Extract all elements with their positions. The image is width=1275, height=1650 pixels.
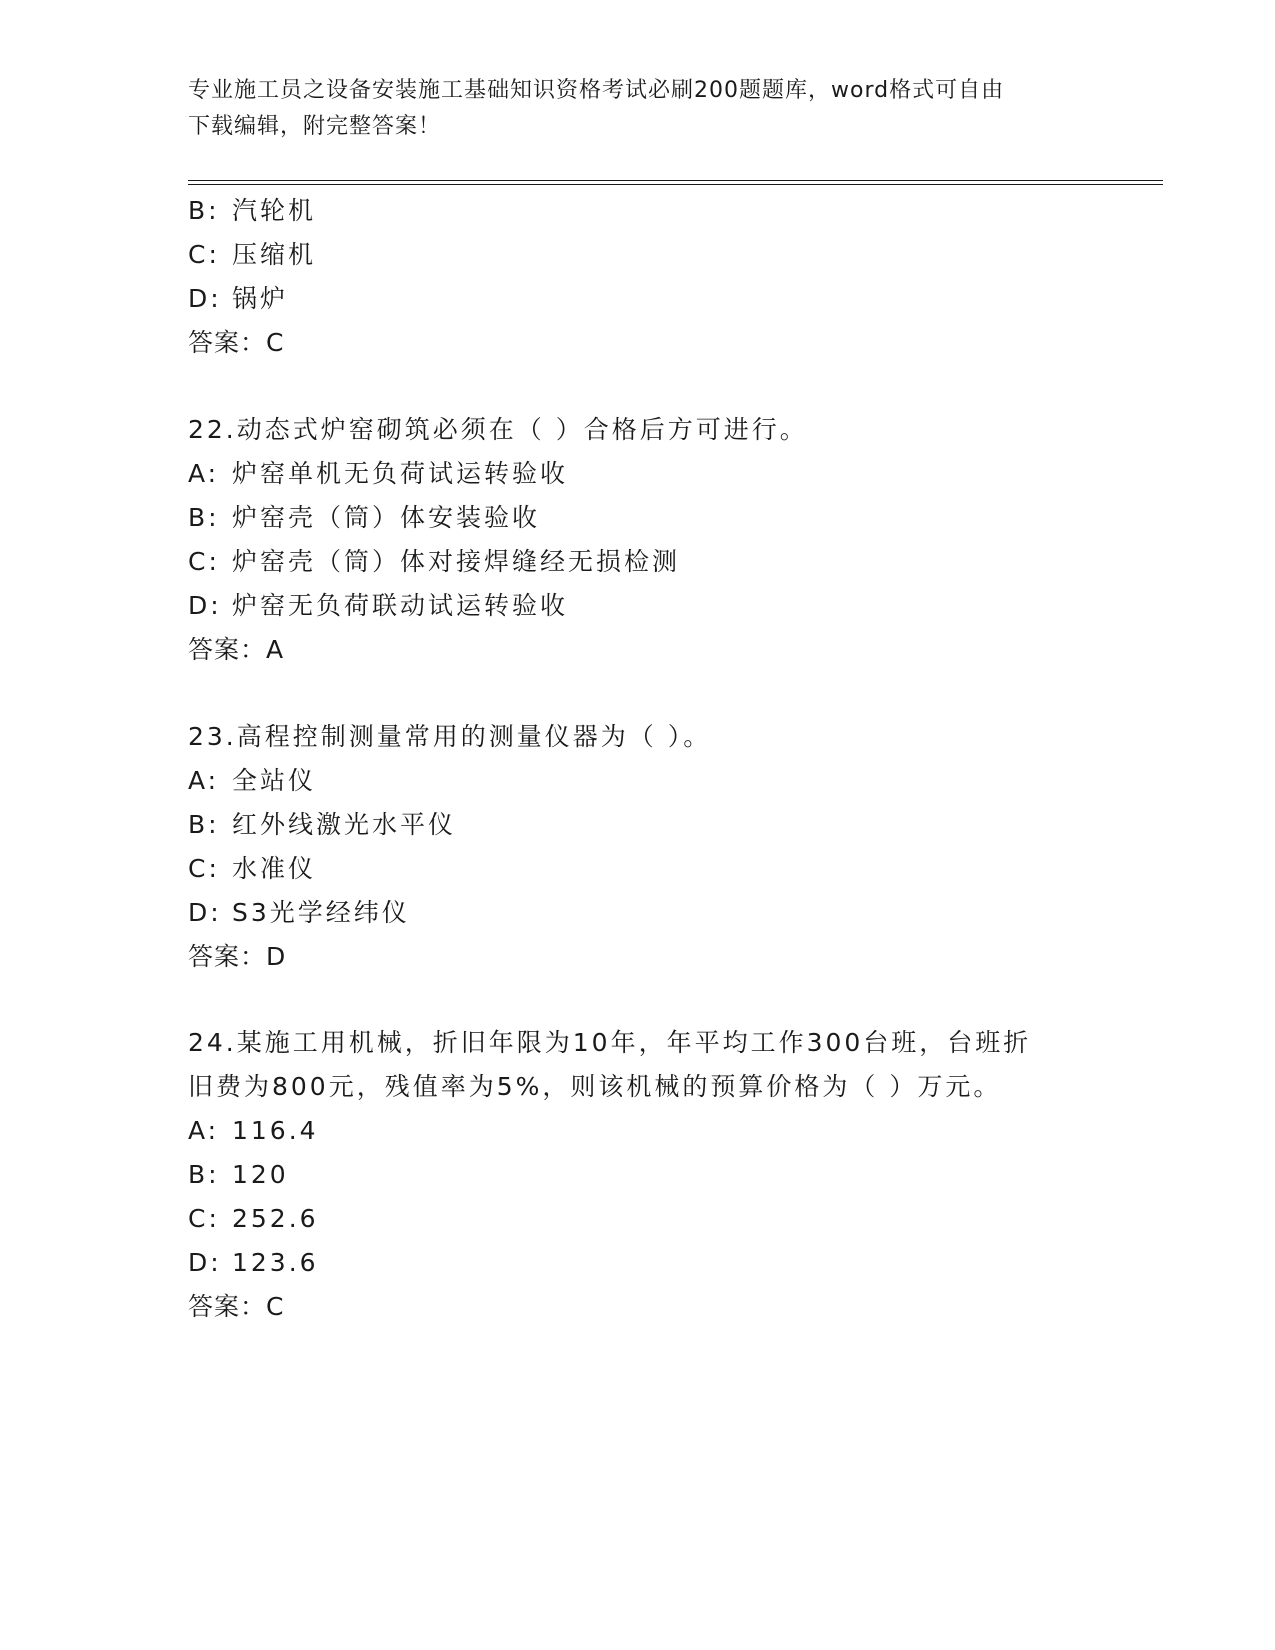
option-text: 全站仪 (232, 766, 317, 795)
option-label: A: (188, 766, 220, 795)
option-label: B: (188, 503, 220, 532)
option-text: 压缩机 (232, 240, 317, 269)
option-text: 红外线激光水平仪 (232, 810, 457, 839)
q21-option-b (188, 194, 316, 228)
option-text: 252.6 (232, 1204, 319, 1233)
option-label: D: (188, 591, 222, 620)
header-title-line-1: 专业施工员之设备安装施工基础知识资格考试必刷200题题库，word格式可自由 (188, 78, 1005, 103)
q23-option-d (188, 896, 410, 930)
option-text: 水准仪 (232, 854, 317, 883)
q22-option-c (188, 545, 680, 579)
option-text: 汽轮机 (232, 196, 317, 225)
option-text: S3光学经纬仪 (232, 898, 410, 927)
q24-option-c (188, 1202, 319, 1236)
q24-option-b (188, 1158, 289, 1192)
option-label: D: (188, 284, 222, 313)
q24-option-a (188, 1114, 319, 1148)
option-label: D: (188, 898, 222, 927)
option-label: C: (188, 1204, 220, 1233)
option-label: D: (188, 1248, 222, 1277)
option-text: 123.6 (232, 1248, 319, 1277)
option-label: C: (188, 240, 220, 269)
q22-option-d (188, 589, 568, 623)
option-text: 炉窑壳（筒）体对接焊缝经无损检测 (232, 547, 681, 576)
q23-option-c (188, 852, 316, 886)
option-text: 炉窑壳（筒）体安装验收 (232, 503, 541, 532)
option-label: A: (188, 459, 220, 488)
q21-answer: 答案：C (188, 328, 285, 357)
q23-option-a (188, 764, 316, 798)
q24-option-d (188, 1246, 319, 1280)
q24-stem-line-1: 24.某施工用机械，折旧年限为10年，年平均工作300台班，台班折 (188, 1028, 1032, 1057)
option-text: 炉窑单机无负荷试运转验收 (232, 459, 569, 488)
q22-stem: 22.动态式炉窑砌筑必须在（ ）合格后方可进行。 (188, 415, 808, 444)
q23-answer: 答案：D (188, 942, 287, 971)
q21-option-c (188, 238, 316, 272)
document-header (188, 73, 1088, 145)
option-label: B: (188, 1160, 220, 1189)
q24-stem-line-2: 旧费为800元，残值率为5%，则该机械的预算价格为（ ）万元。 (188, 1072, 1002, 1101)
option-label: B: (188, 810, 220, 839)
q23-option-b (188, 808, 456, 842)
option-text: 120 (232, 1160, 289, 1189)
q22-option-a (188, 457, 568, 491)
option-label: C: (188, 547, 220, 576)
option-label: C: (188, 854, 220, 883)
q22-answer: 答案：A (188, 635, 285, 664)
option-text: 锅炉 (232, 284, 289, 313)
option-text: 116.4 (232, 1116, 319, 1145)
q21-option-d (188, 282, 288, 316)
option-label: B: (188, 196, 220, 225)
header-divider-bottom (188, 184, 1163, 185)
header-title-line-2: 下载编辑，附完整答案！ (188, 114, 442, 139)
option-label: A: (188, 1116, 220, 1145)
q22-option-b (188, 501, 540, 535)
header-divider-top (188, 180, 1163, 181)
option-text: 炉窑无负荷联动试运转验收 (232, 591, 569, 620)
q23-stem: 23.高程控制测量常用的测量仪器为（ ）。 (188, 722, 712, 751)
q24-answer: 答案：C (188, 1292, 285, 1321)
